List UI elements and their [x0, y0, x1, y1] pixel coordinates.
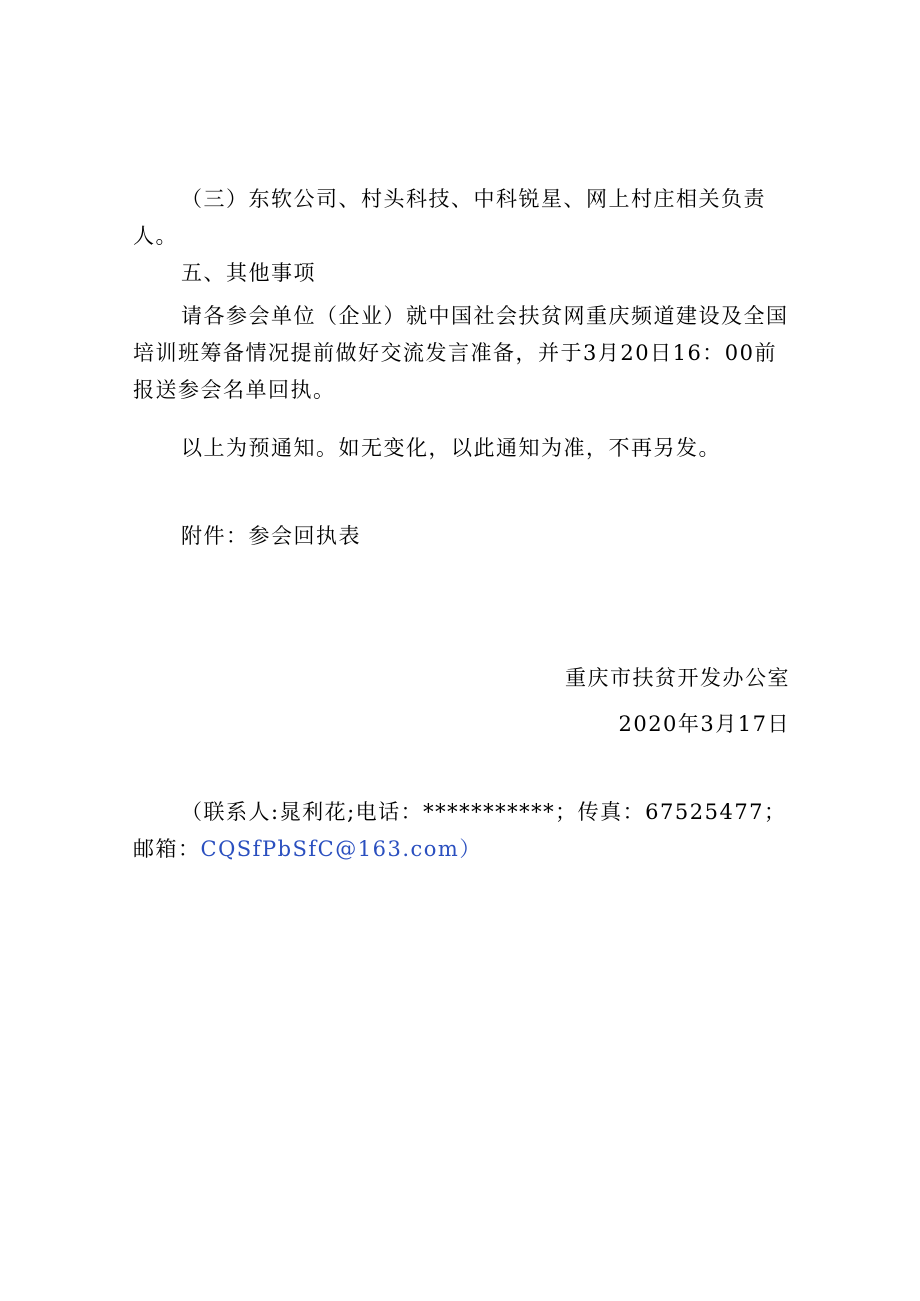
issuer-name: 重庆市扶贫开发办公室: [565, 666, 790, 690]
request-paragraph: 请各参会单位（企业）就中国社会扶贫网重庆频道建设及全国培训班筹备情况提前做好交流发言准备，并于3月20日16：00前报送参会名单回执。: [133, 304, 789, 402]
contact-email-prefix: 邮箱：: [133, 837, 201, 861]
item-three-paragraph: （三）东软公司、村头科技、中科锐星、网上村庄相关负责人。: [133, 187, 766, 248]
attachment-line: 附件：参会回执表: [181, 524, 361, 548]
contact-email-suffix: ）: [459, 837, 482, 861]
notice-paragraph: 以上为预通知。如无变化，以此通知为准，不再另发。: [181, 436, 721, 460]
section-five-heading: 五、其他事项: [181, 261, 316, 285]
contact-email-link[interactable]: CQSfPbSfC@163.com: [200, 837, 460, 861]
contact-line-1: （联系人:晁利花;电话：***********；传真：67525477；: [181, 800, 787, 824]
contact-block: [133, 794, 793, 868]
issue-date: 2020年3月17日: [618, 712, 790, 736]
